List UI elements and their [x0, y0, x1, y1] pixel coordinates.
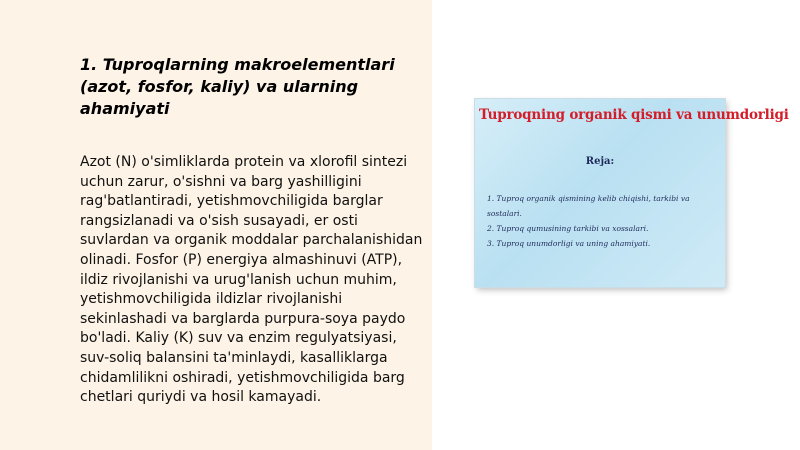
image-list-item: 1. Tuproq organik qismining kelib chiqishi, tarkibi va — [487, 194, 690, 203]
slide-title: 1. Tuproqlarning makroelementlari (azot, fosfor, kaliy) va ularning ahamiyati — [80, 55, 395, 118]
image-list-item: 2. Tuproq qumusining tarkibi va xossalari. — [487, 224, 649, 233]
image-subtitle: Reja: — [585, 156, 615, 167]
image-list-item: 3. Tuproq unumdorligi va uning ahamiyati. — [487, 239, 651, 248]
image-list-item: sostalari. — [487, 209, 522, 218]
slide-body-text: Azot (N) o'simliklarda protein va xlorofil sintezi uchun zarur, o'sishni va barg yashilligini rag'batlantiradi, yetishmovchiligida barglar rangsizlanadi va o'sish susayadi, er osti suvlardan va organik moddalar parchalanishidan olinadi. Fosfor (P) energiya almashinuvi (ATP), ildiz rivojlanishi va urug'lanish uchun muhim, yetishmovchiligida ildizlar rivojlanishi sekinlashadi va barglarda purpura-soya paydo bo'ladi. Kaliy (K) suv va enzim regulyatsiyasi, suv-soliq balansini ta'minlaydi, kasalliklarga chidamlilikni oshiradi, yetishmovchiligida barg chetlari quriydi va hosil kamayadi. — [80, 154, 423, 406]
slide-image — [475, 99, 789, 287]
image-title: Tuproqning organik qismi va unumdorligi — [479, 107, 789, 123]
image-list — [487, 191, 719, 251]
